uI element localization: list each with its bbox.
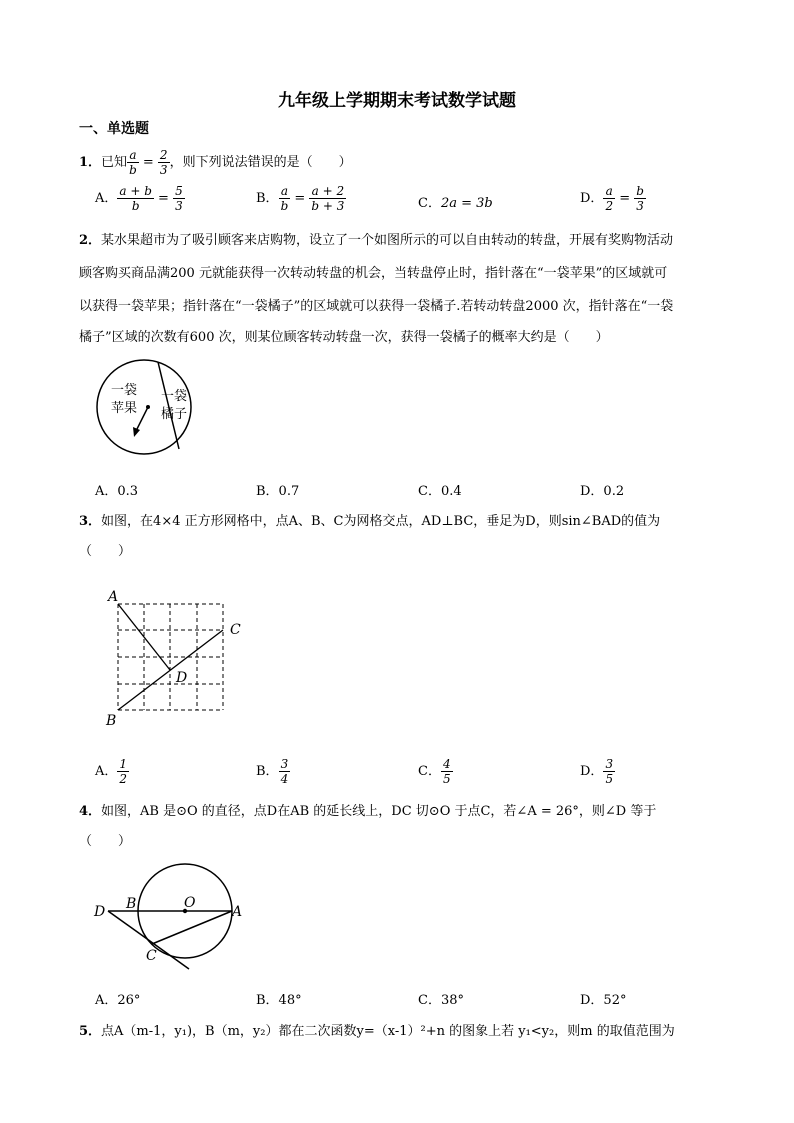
point-c-label: C bbox=[146, 948, 157, 964]
question-4-line-2: （ ） bbox=[79, 834, 132, 849]
option-c: C．2a = 3b bbox=[418, 196, 493, 211]
page-title: 九年级上学期期末考试数学试题 bbox=[278, 91, 516, 111]
option-a: A．26° bbox=[95, 993, 141, 1008]
option-d: D． $\frac{3}{5}$ bbox=[580, 757, 614, 786]
option-a: A．0.3 bbox=[95, 484, 139, 499]
option-d: D．0.2 bbox=[580, 484, 625, 499]
section-heading: 一、单选题 bbox=[79, 121, 149, 137]
point-c-label: C bbox=[230, 622, 241, 638]
grid-figure bbox=[100, 585, 260, 730]
fraction: $\frac{a}{b}$ bbox=[129, 148, 137, 177]
spinner-label-apple-2: 苹果 bbox=[110, 401, 138, 416]
option-b: B． $\frac{a}{b}$ = $\frac{a + 2}{b + 3}$ bbox=[256, 184, 345, 213]
circle-figure bbox=[90, 860, 250, 970]
spinner-label-apple-1: 一袋 bbox=[110, 383, 138, 398]
option-b: B．0.7 bbox=[256, 484, 300, 499]
option-a: A． $\frac{a + b}{b}$ = $\frac{5}{3}$ bbox=[95, 184, 183, 213]
question-4-line-1: 4．如图，AB 是⊙O 的直径，点D在AB 的延长线上，DC 切⊙O 于点C，若∠A = 26°，则∠D 等于 bbox=[79, 804, 657, 819]
question-2-line-3: 以获得一袋苹果；指针落在“一袋橘子”的区域就可以获得一袋橘子.若转动转盘2000 次，指针落在“一袋 bbox=[79, 299, 674, 314]
spinner-figure bbox=[90, 355, 200, 460]
option-c: C．38° bbox=[418, 993, 464, 1008]
point-b-label: B bbox=[126, 896, 137, 912]
question-text: ，则下列说法错误的是（ ） bbox=[169, 155, 352, 170]
point-o-label: O bbox=[184, 895, 196, 911]
option-c: C． $\frac{4}{5}$ bbox=[418, 757, 451, 786]
question-text: 已知 bbox=[101, 155, 128, 170]
question-2-line-4: 橘子”区域的次数有600 次，则某位顾客转动转盘一次，获得一袋橘子的概率大约是（ ） bbox=[79, 330, 609, 345]
question-number: 1． bbox=[79, 155, 102, 170]
question-2-line-1: 2．某水果超市为了吸引顾客来店购物，设立了一个如图所示的可以自由转动的转盘，开展有奖购物活动 bbox=[79, 233, 674, 248]
question-3-line-2: （ ） bbox=[79, 544, 132, 559]
question-2-line-2: 顾客购买商品满200 元就能获得一次转动转盘的机会，当转盘停止时，指针落在“一袋苹果”的区域就可 bbox=[79, 266, 668, 281]
question-3-line-1: 3．如图，在4×4 正方形网格中，点A、B、C为网格交点，AD⊥BC，垂足为D，则sin∠BAD的值为 bbox=[79, 514, 661, 529]
point-b-label: B bbox=[106, 713, 117, 729]
fraction: $\frac{2}{3}$ bbox=[159, 148, 168, 177]
option-b: B．48° bbox=[256, 993, 302, 1008]
spinner-label-orange-1: 一袋 bbox=[160, 389, 188, 404]
point-d-label: D bbox=[94, 904, 106, 920]
question-1: 1．已知 $\frac{a}{b}$ = $\frac{2}{3}$ ，则下列说法错误的是（ ） bbox=[79, 148, 352, 177]
option-a: A． $\frac{1}{2}$ bbox=[95, 757, 128, 786]
point-a-label: A bbox=[108, 589, 119, 605]
option-d: D． $\frac{a}{2}$ = $\frac{b}{3}$ bbox=[580, 184, 644, 213]
option-b: B． $\frac{3}{4}$ bbox=[256, 757, 289, 786]
point-a-label: A bbox=[232, 904, 243, 920]
option-d: D．52° bbox=[580, 993, 627, 1008]
option-c: C．0.4 bbox=[418, 484, 462, 499]
question-5: 5．点A（m-1，y₁)，B（m，y₂）都在二次函数y=（x-1）²+n 的图象上若 y₁<y₂，则m 的取值范围为 bbox=[79, 1024, 675, 1039]
spinner-label-orange-2: 橘子 bbox=[160, 407, 188, 422]
point-d-label: D bbox=[176, 670, 188, 686]
